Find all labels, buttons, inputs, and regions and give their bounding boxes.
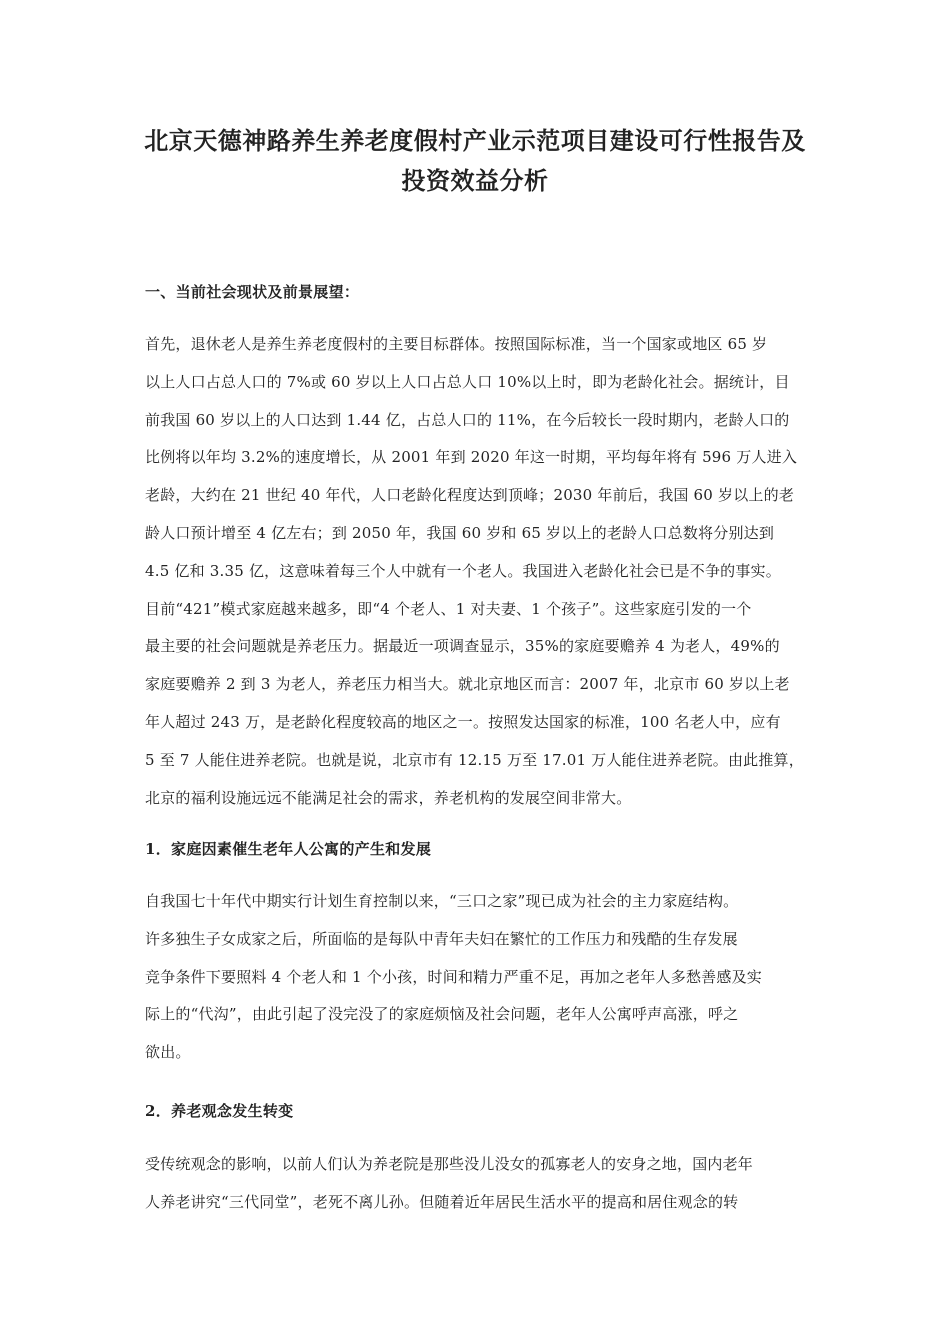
paragraph-line: 年人超过 243 万，是老龄化程度较高的地区之一。按照发达国家的标准，100 名老人中，应有 <box>145 712 781 731</box>
document-title-line-2: 投资效益分析 <box>401 166 549 195</box>
section-heading-current-situation: 一、当前社会现状及前景展望： <box>145 283 360 301</box>
paragraph-line: 首先，退休老人是养生养老度假村的主要目标群体。按照国际标准，当一个国家或地区 65 岁 <box>145 335 768 353</box>
section-heading-concept-change: 2．养老观念发生转变 <box>145 1102 294 1120</box>
document-title-line-1: 北京天德神路养生养老度假村产业示范项目建设可行性报告及 <box>144 126 806 155</box>
section-paragraph-family-factors <box>145 883 825 1072</box>
paragraph-line: 5 至 7 人能住进养老院。也就是说，北京市有 12.15 万至 17.01 万人能住进养老院。由此推算， <box>145 750 804 769</box>
paragraph-line: 前我国 60 岁以上的人口达到 1.44 亿，占总人口的 11%，在今后较长一段时期内，老龄人口的 <box>145 410 790 429</box>
paragraph-line: 目前“421”模式家庭越来越多，即“4 个老人、1 对夫妻、1 个孩子”。这些家庭引发的一个 <box>145 599 752 618</box>
section-heading-family-factors: 1．家庭因素催生老年人公寓的产生和发展 <box>145 840 432 858</box>
paragraph-line: 人养老讲究“三代同堂”，老死不离儿孙。但随着近年居民生活水平的提高和居住观念的转 <box>145 1192 739 1211</box>
paragraph-line: 北京的福利设施远远不能满足社会的需求，养老机构的发展空间非常大。 <box>145 788 632 807</box>
section-paragraph-current-situation <box>145 326 825 817</box>
paragraph-line: 龄人口预计增至 4 亿左右；到 2050 年，我国 60 岁和 65 岁以上的老龄人口总数将分别达到 <box>145 523 775 542</box>
paragraph-line: 家庭要赡养 2 到 3 为老人，养老压力相当大。就北京地区而言：2007 年，北京市 60 岁以上老 <box>145 675 790 694</box>
paragraph-line: 以上人口占总人口的 7%或 60 岁以上人口占总人口 10%以上时，即为老龄化社会。据统计，目 <box>145 372 790 391</box>
paragraph-line: 比例将以年均 3.2%的速度增长，从 2001 年到 2020 年这一时期，平均每年将有 596 万人进入 <box>145 448 798 467</box>
paragraph-line: 许多独生子女成家之后，所面临的是每队中青年夫妇在繁忙的工作压力和残酷的生存发展 <box>145 929 738 948</box>
paragraph-line: 4.5 亿和 3.35 亿，这意味着每三个人中就有一个老人。我国进入老龄化社会已是不争的事实。 <box>145 561 781 580</box>
paragraph-line: 老龄，大约在 21 世纪 40 年代，人口老龄化程度达到顶峰；2030 年前后，我国 60 岁以上的老 <box>145 486 795 505</box>
paragraph-line: 竞争条件下要照料 4 个老人和 1 个小孩，时间和精力严重不足，再加之老年人多愁善感及实 <box>145 967 762 986</box>
paragraph-line: 最主要的社会问题就是养老压力。据最近一项调查显示，35%的家庭要赡养 4 为老人，49%的 <box>145 637 780 656</box>
paragraph-line: 自我国七十年代中期实行计划生育控制以来，“三口之家”现已成为社会的主力家庭结构。 <box>145 892 739 910</box>
paragraph-line: 受传统观念的影响，以前人们认为养老院是那些没儿没女的孤寡老人的安身之地，国内老年 <box>145 1155 754 1173</box>
section-paragraph-concept-change <box>145 1146 825 1222</box>
paragraph-line: 欲出。 <box>145 1043 191 1062</box>
paragraph-line: 际上的“代沟”，由此引起了没完没了的家庭烦恼及社会问题，老年人公寓呼声高涨，呼之 <box>145 1005 739 1024</box>
